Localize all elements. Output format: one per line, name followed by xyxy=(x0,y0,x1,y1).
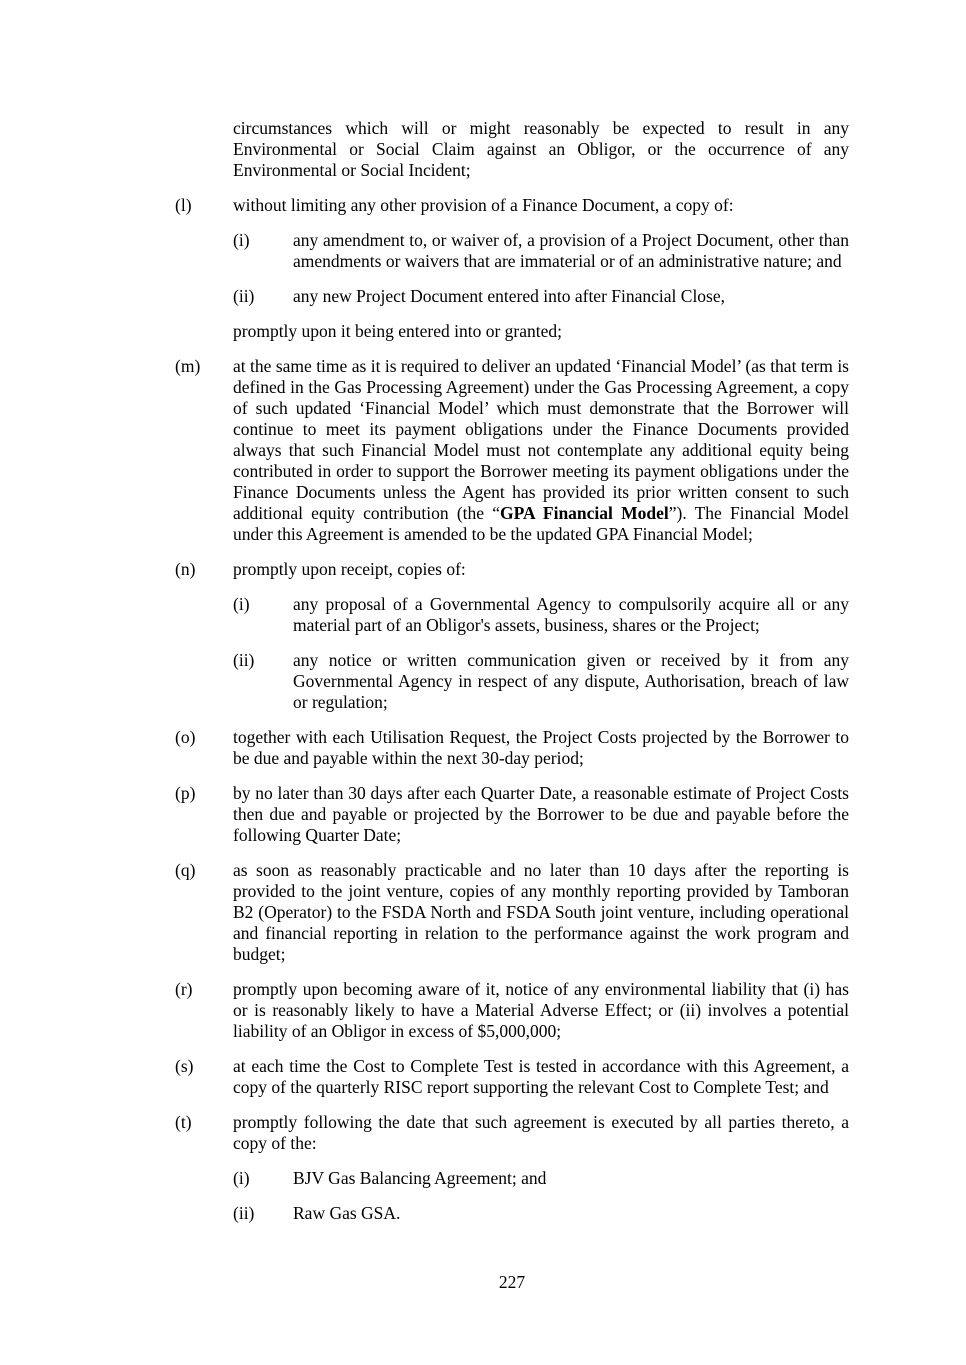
clause-item xyxy=(175,783,849,846)
clause-item xyxy=(175,1168,849,1189)
clause-text-segment: any amendment to, or waiver of, a provision of a Project Document, other than amendments or waivers that are immaterial or of an administrative nature; and xyxy=(293,230,849,271)
clause-label: (i) xyxy=(233,230,250,250)
document-body xyxy=(175,118,849,1238)
clause-text-bold-segment: GPA Financial Model xyxy=(500,503,669,523)
clause-item xyxy=(175,1203,849,1224)
clause-text-segment: promptly upon becoming aware of it, notice of any environmental liability that (i) has or is reasonably likely to have a Material Adverse Effect; or (ii) involves a potential liability of an Obligor in excess of $5,000,000; xyxy=(233,979,849,1041)
clause-text xyxy=(233,860,849,965)
clause-text xyxy=(233,979,849,1042)
clause-text-segment: as soon as reasonably practicable and no later than 10 days after the reporting is provided to the joint venture, copies of any monthly reporting provided by Tamboran B2 (Operator) to the FSDA North and FSDA South joint venture, including operational and financial reporting in relation to the performance against the work program and budget; xyxy=(233,860,849,964)
clause-label: (t) xyxy=(175,1112,192,1132)
clause-text xyxy=(233,1112,849,1154)
clause-item xyxy=(175,594,849,636)
clause-label: (l) xyxy=(175,195,192,215)
clause-text xyxy=(233,783,849,846)
clause-label: (ii) xyxy=(233,650,255,670)
clause-item xyxy=(175,727,849,769)
clause-label: (m) xyxy=(175,356,201,376)
clause-item xyxy=(175,559,849,580)
clause-text xyxy=(233,559,849,580)
clause-label: (n) xyxy=(175,559,196,579)
clause-text-segment: by no later than 30 days after each Quarter Date, a reasonable estimate of Project Costs then due and payable or projected by the Borrower to be due and payable before the following Quarter Date; xyxy=(233,783,849,845)
clause-label: (ii) xyxy=(233,1203,255,1223)
clause-text-segment: any new Project Document entered into after Financial Close, xyxy=(293,286,726,306)
clause-text xyxy=(233,118,849,181)
clause-label: (o) xyxy=(175,727,196,747)
clause-label: (i) xyxy=(233,594,250,614)
clause-text-segment: any notice or written communication given or received by it from any Governmental Agency in respect of any dispute, Authorisation, breach of law or regulation; xyxy=(293,650,849,712)
clause-text xyxy=(233,1056,849,1098)
clause-text-segment: promptly upon receipt, copies of: xyxy=(233,559,466,579)
clause-text-segment: promptly following the date that such agreement is executed by all parties thereto, a copy of the: xyxy=(233,1112,849,1153)
clause-label: (q) xyxy=(175,860,196,880)
clause-text xyxy=(233,727,849,769)
clause-item xyxy=(175,230,849,272)
clause-item xyxy=(175,1056,849,1098)
clause-label: (s) xyxy=(175,1056,194,1076)
clause-text xyxy=(293,230,849,272)
clause-label: (r) xyxy=(175,979,193,999)
clause-text-segment: BJV Gas Balancing Agreement; and xyxy=(293,1168,547,1188)
clause-label: (p) xyxy=(175,783,196,803)
clause-text xyxy=(293,1203,849,1224)
clause-item xyxy=(175,195,849,216)
page-number: 227 xyxy=(498,1272,526,1292)
clause-text xyxy=(293,594,849,636)
clause-label: (ii) xyxy=(233,286,255,306)
clause-item xyxy=(175,650,849,713)
clause-text xyxy=(293,1168,849,1189)
clause-text-segment: at the same time as it is required to deliver an updated ‘Financial Model’ (as that term is defined in the Gas Processing Agreement) under the Gas Processing Agreement, a copy of such updated ‘Financial Model’ which must demonstrate that the Borrower will continue to meet its payment obligations under the Finance Documents provided always that such Financial Model must not contemplate any additional equity being contributed in order to support the Borrower meeting its payment obligations under the Finance Documents unless the Agent has provided its prior written consent to such additional equity contribution (the “ xyxy=(233,356,849,523)
clause-item xyxy=(175,979,849,1042)
clause-text xyxy=(233,195,849,216)
clause-text-segment: Raw Gas GSA. xyxy=(293,1203,401,1223)
clause-text-segment: at each time the Cost to Complete Test is tested in accordance with this Agreement, a copy of the quarterly RISC report supporting the relevant Cost to Complete Test; and xyxy=(233,1056,849,1097)
clause-text-segment: without limiting any other provision of a Finance Document, a copy of: xyxy=(233,195,734,215)
clause-item xyxy=(175,118,849,181)
clause-text xyxy=(233,321,849,342)
clause-item xyxy=(175,321,849,342)
clause-text-segment: circumstances which will or might reasonably be expected to result in any Environmental or Social Claim against an Obligor, or the occurrence of any Environmental or Social Incident; xyxy=(233,118,849,180)
clause-text-segment: any proposal of a Governmental Agency to compulsorily acquire all or any material part of an Obligor's assets, business, shares or the Project; xyxy=(293,594,849,635)
clause-label: (i) xyxy=(233,1168,250,1188)
clause-item xyxy=(175,286,849,307)
clause-text xyxy=(233,356,849,545)
clause-text xyxy=(293,650,849,713)
clause-text-segment: ”). The Financial Model under this Agreement is amended to be the updated GPA Financial Model; xyxy=(233,503,849,544)
clause-item xyxy=(175,356,849,545)
clause-text xyxy=(293,286,849,307)
clause-text-segment: promptly upon it being entered into or granted; xyxy=(233,321,563,341)
clause-item xyxy=(175,860,849,965)
clause-text-segment: together with each Utilisation Request, the Project Costs projected by the Borrower to be due and payable within the next 30-day period; xyxy=(233,727,849,768)
clause-item xyxy=(175,1112,849,1154)
